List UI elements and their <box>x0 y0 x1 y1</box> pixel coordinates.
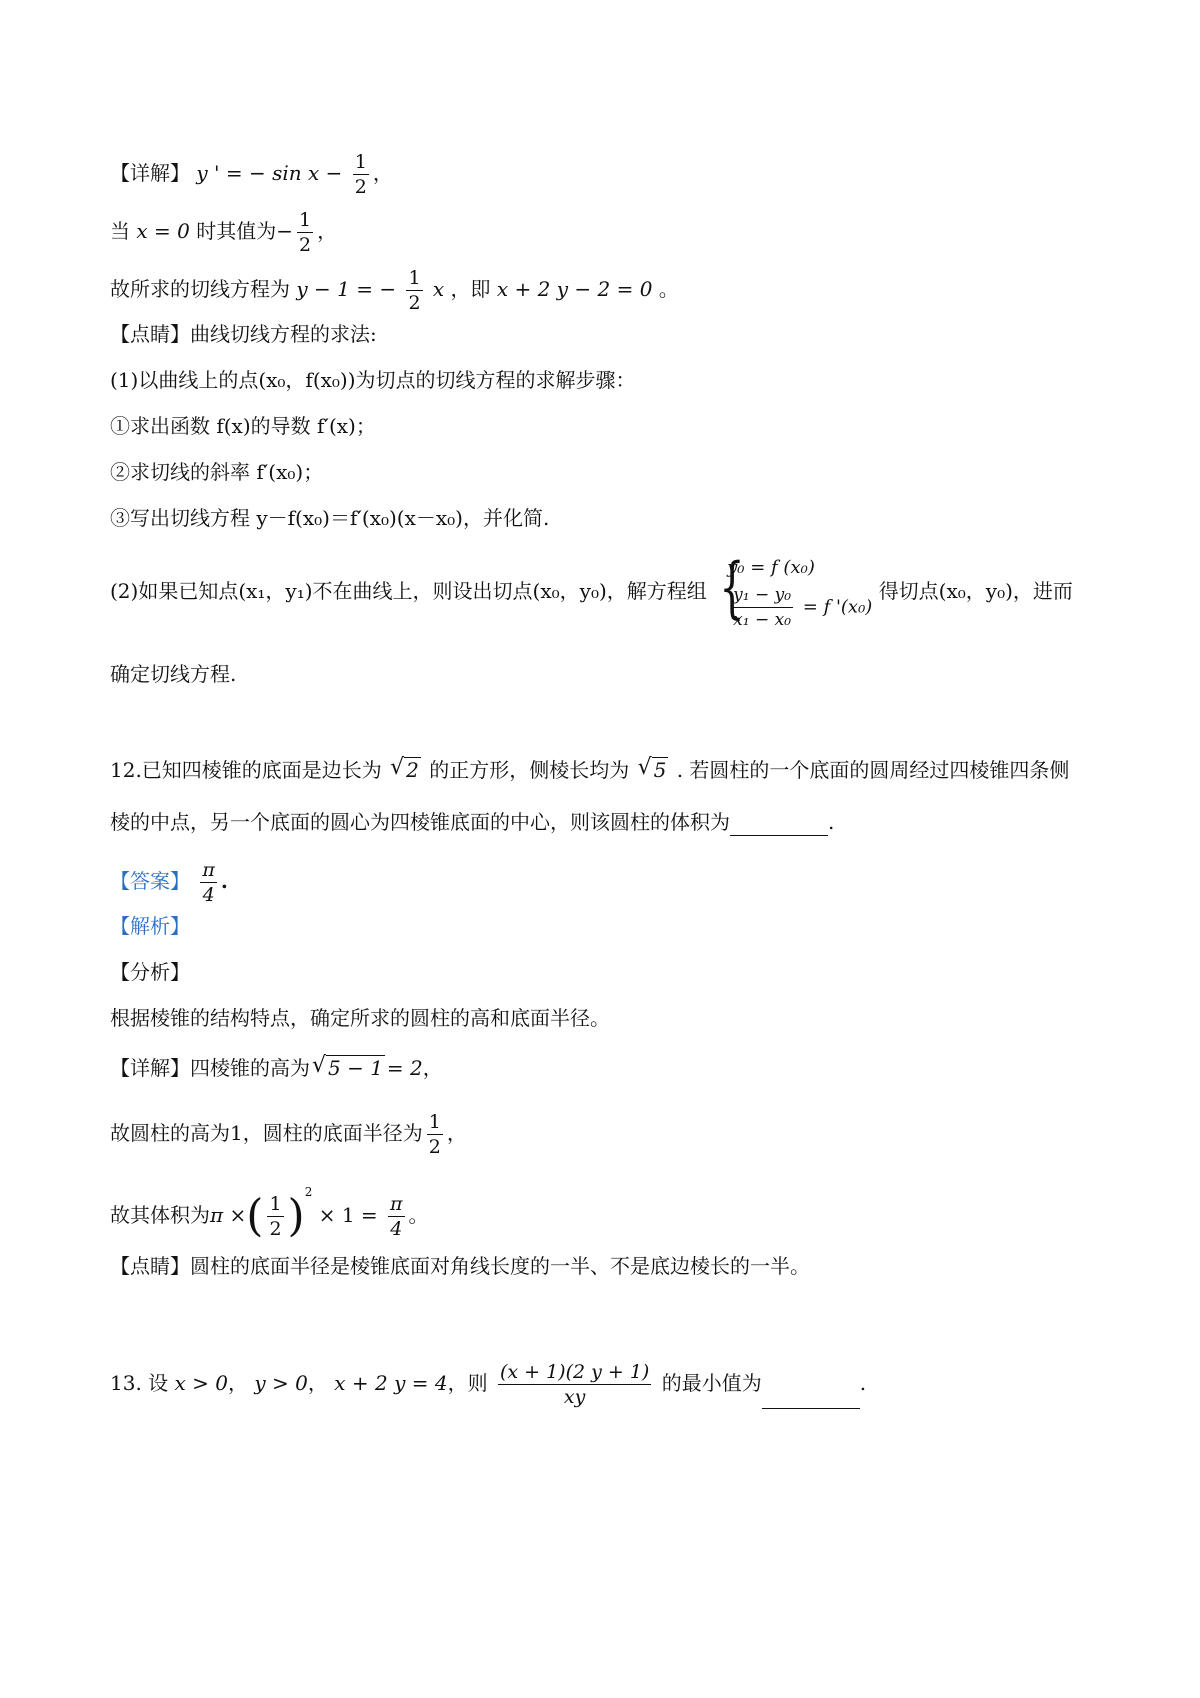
step1c: ③写出切线方程 y－f(x₀)＝f′(x₀)(x－x₀)，并化简. <box>110 506 550 530</box>
radical-icon: √ <box>637 755 652 780</box>
frac-den: x₁ − x₀ <box>733 610 792 630</box>
punct: 。 <box>658 277 679 301</box>
s11-value-line <box>110 208 337 257</box>
math-expr: y > 0 <box>254 1371 308 1395</box>
text: 故圆柱的高为1，圆柱的底面半径为 <box>110 1121 423 1145</box>
frac-den: 2 <box>428 1136 441 1158</box>
text: 棱的中点，另一个底面的圆心为四棱锥底面的中心，则该圆柱的体积为 <box>110 810 730 834</box>
q12-line2 <box>110 808 834 836</box>
frac-num: π <box>202 859 215 881</box>
sqrt-body: 5 − 1 <box>328 1056 383 1080</box>
text: 13. 设 <box>110 1371 169 1395</box>
s11-note <box>110 320 377 348</box>
text: 的正方形，侧棱长均为 <box>429 758 630 782</box>
fraction <box>267 1192 283 1241</box>
frac-num: 1 <box>354 151 367 173</box>
step2-end: 确定切线方程. <box>110 662 237 686</box>
punct: ， <box>228 1371 249 1395</box>
text: ，则 <box>447 1371 488 1395</box>
math-expr: x + 2 y − 2 = 0 <box>496 277 653 301</box>
step1: (1)以曲线上的点(x₀，f(x₀))为切点的切线方程的求解步骤： <box>110 368 636 392</box>
frac-num: 1 <box>298 209 312 231</box>
deriv-expr: y ' = − sin x − <box>196 161 343 185</box>
text: 12.已知四棱锥的底面是边长为 <box>110 758 382 782</box>
system-row: y₀ = f (x₀) <box>727 557 815 578</box>
frac-den: 2 <box>269 1218 282 1240</box>
punct: ， <box>307 1371 328 1395</box>
frac-den: 2 <box>354 176 367 198</box>
step1b: ②求切线的斜率 f′(x₀)； <box>110 460 324 484</box>
text: 时其值为 <box>196 219 277 243</box>
fraction <box>498 1360 651 1409</box>
exponent: 2 <box>304 1185 313 1199</box>
note-text: 曲线切线方程的求法: <box>190 322 377 346</box>
fraction <box>353 150 369 199</box>
text: 的最小值为 <box>661 1371 762 1395</box>
math-expr: x = 0 <box>136 219 190 243</box>
sqrt-body: 2 <box>406 758 419 782</box>
punct: ， <box>372 161 393 185</box>
sqrt <box>638 756 669 784</box>
fraction <box>388 1192 405 1241</box>
note-text: 圆柱的底面半径是棱锥底面对角线长度的一半、不是底边棱长的一半。 <box>190 1254 810 1278</box>
q13-line <box>110 1360 866 1409</box>
paren-open: ( <box>246 1190 264 1242</box>
punct: ， <box>317 219 338 243</box>
punct: ， <box>422 1056 443 1080</box>
step2-line <box>110 546 1073 638</box>
math-sign: − <box>276 219 293 243</box>
punct: . <box>859 1371 867 1395</box>
step1a: ①求出函数 f(x)的导数 f′(x)； <box>110 414 376 438</box>
fraction <box>200 858 217 907</box>
q12-detail <box>110 1054 443 1082</box>
fenxi-text: 根据棱锥的结构特点，确定所求的圆柱的高和底面半径。 <box>110 1006 610 1030</box>
answer-blank <box>730 815 828 836</box>
note-tag: 【点睛】 <box>110 1254 190 1278</box>
text: 故其体积为 <box>110 1203 210 1227</box>
sqrt <box>312 1054 385 1082</box>
radical-icon: √ <box>390 755 405 780</box>
punct: . <box>220 869 228 893</box>
frac-num: 1 <box>269 1193 282 1215</box>
equation-system <box>713 548 872 638</box>
frac-num: (x + 1)(2 y + 1) <box>499 1361 650 1383</box>
frac-num: π <box>390 1193 403 1215</box>
answer-tag: 【答案】 <box>110 869 190 893</box>
text: 得切点(x₀，y₀)，进而 <box>878 579 1073 603</box>
frac-den: xy <box>563 1386 586 1408</box>
answer-blank <box>762 1388 860 1409</box>
text: 故所求的切线方程为 <box>110 277 290 301</box>
paren-close: ) <box>287 1190 305 1242</box>
math-var: x <box>432 277 445 301</box>
text: 当 <box>110 219 130 243</box>
text: ，即 <box>450 277 491 301</box>
note-tag: 【点睛】 <box>110 322 190 346</box>
text: (2)如果已知点(x₁，y₁)不在曲线上，则设出切点(x₀，y₀)，解方程组 <box>110 579 707 603</box>
sqrt-body: 5 <box>653 758 667 782</box>
s11-tangent-line <box>110 266 679 315</box>
frac-num: 1 <box>408 267 421 289</box>
math-expr: x + 2 y = 4 <box>334 1371 448 1395</box>
system-rhs: = f '(x₀) <box>802 596 873 618</box>
frac-den: 2 <box>408 292 421 314</box>
detail-tag: 【详解】 <box>110 161 190 185</box>
text: 四棱锥的高为 <box>190 1056 310 1080</box>
sqrt <box>390 756 421 784</box>
punct: . <box>828 810 835 834</box>
math-expr: = 2 <box>386 1056 423 1080</box>
punct: 。 <box>408 1203 429 1227</box>
q12-line1 <box>110 756 1069 784</box>
fraction <box>406 266 422 315</box>
frac-den: 4 <box>202 884 215 906</box>
math-expr: π × <box>210 1203 247 1227</box>
frac-num: 1 <box>428 1111 441 1133</box>
fraction <box>427 1110 443 1159</box>
q12-height <box>110 1110 467 1159</box>
frac-den: 2 <box>298 234 312 256</box>
brace-icon: { <box>719 548 745 626</box>
s11-deriv-line <box>110 150 393 199</box>
q12-volume <box>110 1178 429 1241</box>
q12-answer <box>110 858 228 907</box>
math-expr: y − 1 = − <box>296 277 397 301</box>
frac-num: y₁ − y₀ <box>731 583 793 608</box>
fenxi-tag: 【分析】 <box>110 960 190 984</box>
fraction <box>297 208 313 257</box>
q12-note <box>110 1252 810 1280</box>
math-expr: x > 0 <box>174 1371 229 1395</box>
frac-den: 4 <box>390 1218 403 1240</box>
punct: ， <box>446 1121 467 1145</box>
analysis-tag: 【解析】 <box>110 914 190 938</box>
radical-icon: √ <box>312 1053 327 1078</box>
detail-tag: 【详解】 <box>110 1056 190 1080</box>
text: . 若圆柱的一个底面的圆周经过四棱锥四条侧 <box>676 758 1070 782</box>
math-expr: × 1 = <box>318 1203 378 1227</box>
